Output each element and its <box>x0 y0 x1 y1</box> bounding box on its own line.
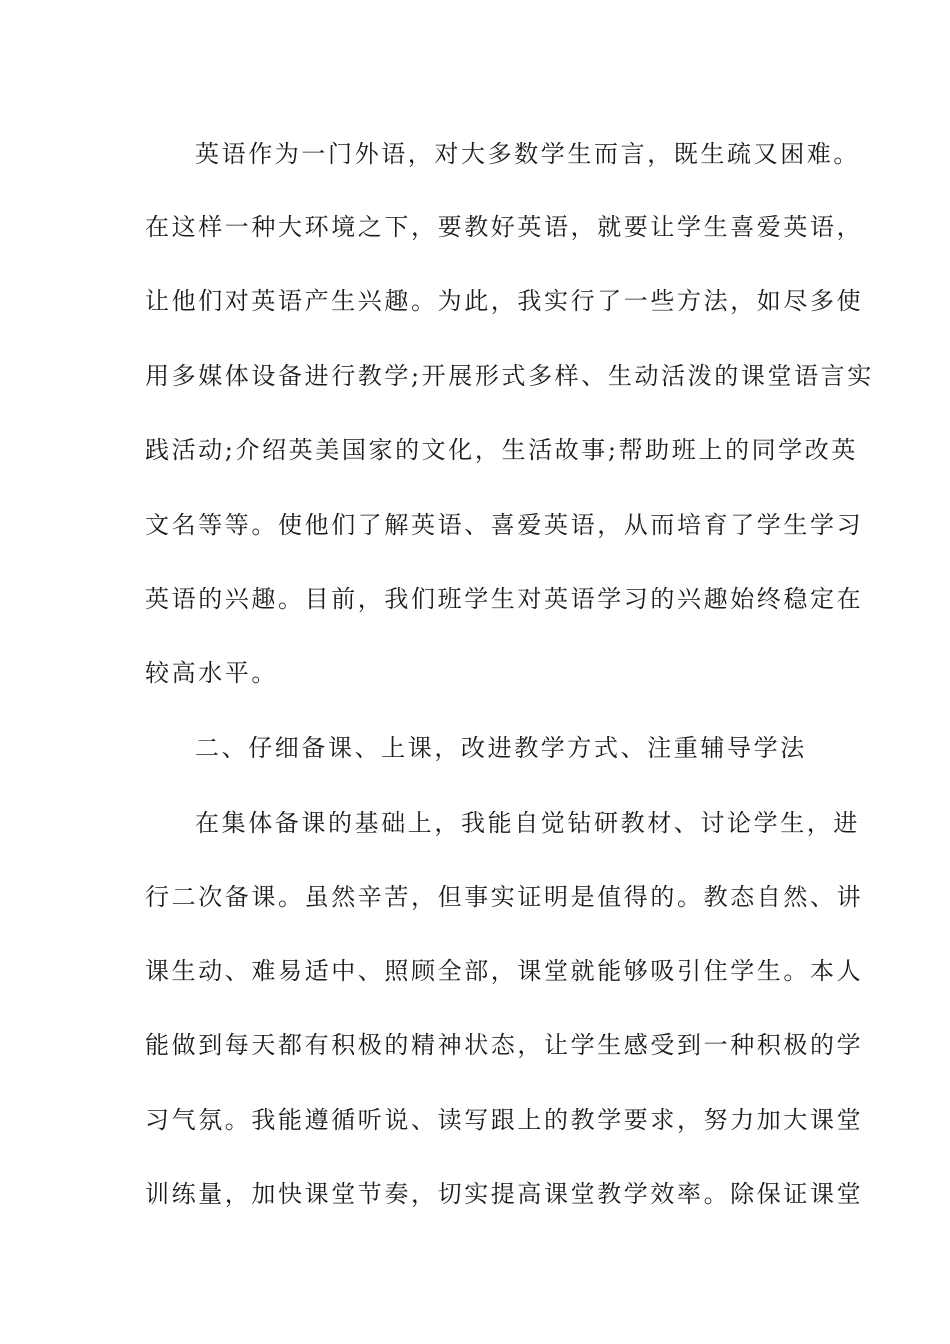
paragraph-2-line-5: 习气氛。我能遵循听说、读写跟上的教学要求，努力加大课堂 <box>145 1106 864 1134</box>
paragraph-1-line-6: 文名等等。使他们了解英语、喜爱英语，从而培育了学生学习 <box>145 511 864 539</box>
section-heading: 二、仔细备课、上课，改进教学方式、注重辅导学法 <box>195 734 807 762</box>
paragraph-1-line-3: 让他们对英语产生兴趣。为此，我实行了一些方法，如尽多使 <box>145 287 864 315</box>
paragraph-1-line-7: 英语的兴趣。目前，我们班学生对英语学习的兴趣始终稳定在 <box>145 585 864 613</box>
paragraph-1-line-2: 在这样一种大环境之下，要教好英语，就要让学生喜爱英语， <box>145 213 864 241</box>
paragraph-1-line-4: 用多媒体设备进行教学;开展形式多样、生动活泼的课堂语言实 <box>145 362 874 390</box>
paragraph-2-line-1: 在集体备课的基础上，我能自觉钻研教材、讨论学生，进 <box>195 809 860 837</box>
paragraph-2-line-6: 训练量，加快课堂节奏，切实提高课堂教学效率。除保证课堂 <box>145 1180 864 1208</box>
paragraph-2-line-2: 行二次备课。虽然辛苦，但事实证明是值得的。教态自然、讲 <box>145 883 864 911</box>
paragraph-2-line-4: 能做到每天都有积极的精神状态，让学生感受到一种积极的学 <box>145 1031 864 1059</box>
paragraph-1-line-1: 英语作为一门外语，对大多数学生而言，既生疏又困难。 <box>195 140 860 168</box>
paragraph-1-line-8: 较高水平。 <box>145 659 278 687</box>
paragraph-1-line-5: 践活动;介绍英美国家的文化，生活故事;帮助班上的同学改英 <box>145 436 858 464</box>
paragraph-2-line-3: 课生动、难易适中、照顾全部，课堂就能够吸引住学生。本人 <box>145 957 864 985</box>
